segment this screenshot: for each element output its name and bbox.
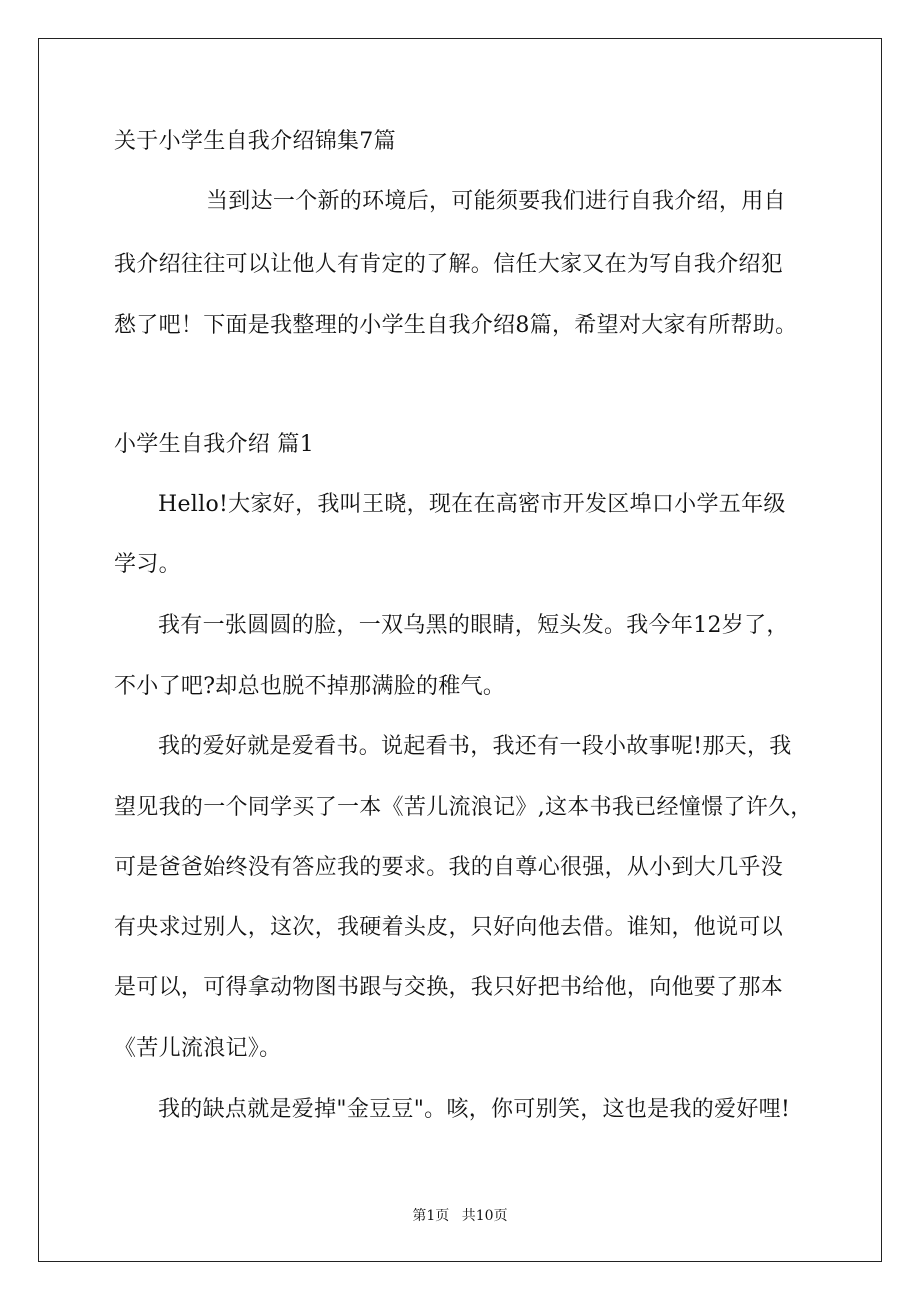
body-line-3: 我有一张圆圆的脸，一双乌黑的眼睛，短头发。我今年12岁了， (158, 613, 789, 638)
section-heading: 小学生自我介绍 篇1 (114, 432, 314, 457)
body-line-2: 学习。 (114, 552, 181, 577)
body-line-6: 望见我的一个同学买了一本《苦儿流浪记》,这本书我已经憧憬了许久， (114, 795, 813, 820)
document-title: 关于小学生自我介绍锦集7篇 (114, 129, 396, 154)
body-line-8: 有央求过别人，这次，我硬着头皮，只好向他去借。谁知，他说可以 (114, 915, 784, 940)
body-line-11: 我的缺点就是爱掉"金豆豆"。咳，你可别笑，这也是我的爱好哩! (158, 1097, 791, 1122)
page-total: 共10页 (461, 1208, 508, 1224)
intro-line-1: 当到达一个新的环境后，可能须要我们进行自我介绍，用自 (206, 189, 786, 214)
body-line-9: 是可以，可得拿动物图书跟与交换，我只好把书给他，向他要了那本 (114, 975, 784, 1000)
intro-line-2: 我介绍往往可以让他人有肯定的了解。信任大家又在为写自我介绍犯 (114, 252, 784, 277)
body-line-4: 不小了吧?却总也脱不掉那满脸的稚气。 (114, 674, 506, 699)
body-line-7: 可是爸爸始终没有答应我的要求。我的自尊心很强，从小到大几乎没 (114, 855, 784, 880)
body-line-10: 《苦儿流浪记》。 (114, 1036, 282, 1061)
page-footer (0, 1206, 920, 1226)
intro-line-3: 愁了吧！下面是我整理的小学生自我介绍8篇，希望对大家有所帮助。 (114, 313, 798, 338)
body-line-5: 我的爱好就是爱看书。说起看书，我还有一段小故事呢!那天，我 (158, 734, 792, 759)
page-number: 第1页 (412, 1208, 450, 1224)
page-border (38, 38, 882, 1262)
body-line-1: Hello!大家好，我叫王晓，现在在高密市开发区埠口小学五年级 (158, 492, 786, 517)
